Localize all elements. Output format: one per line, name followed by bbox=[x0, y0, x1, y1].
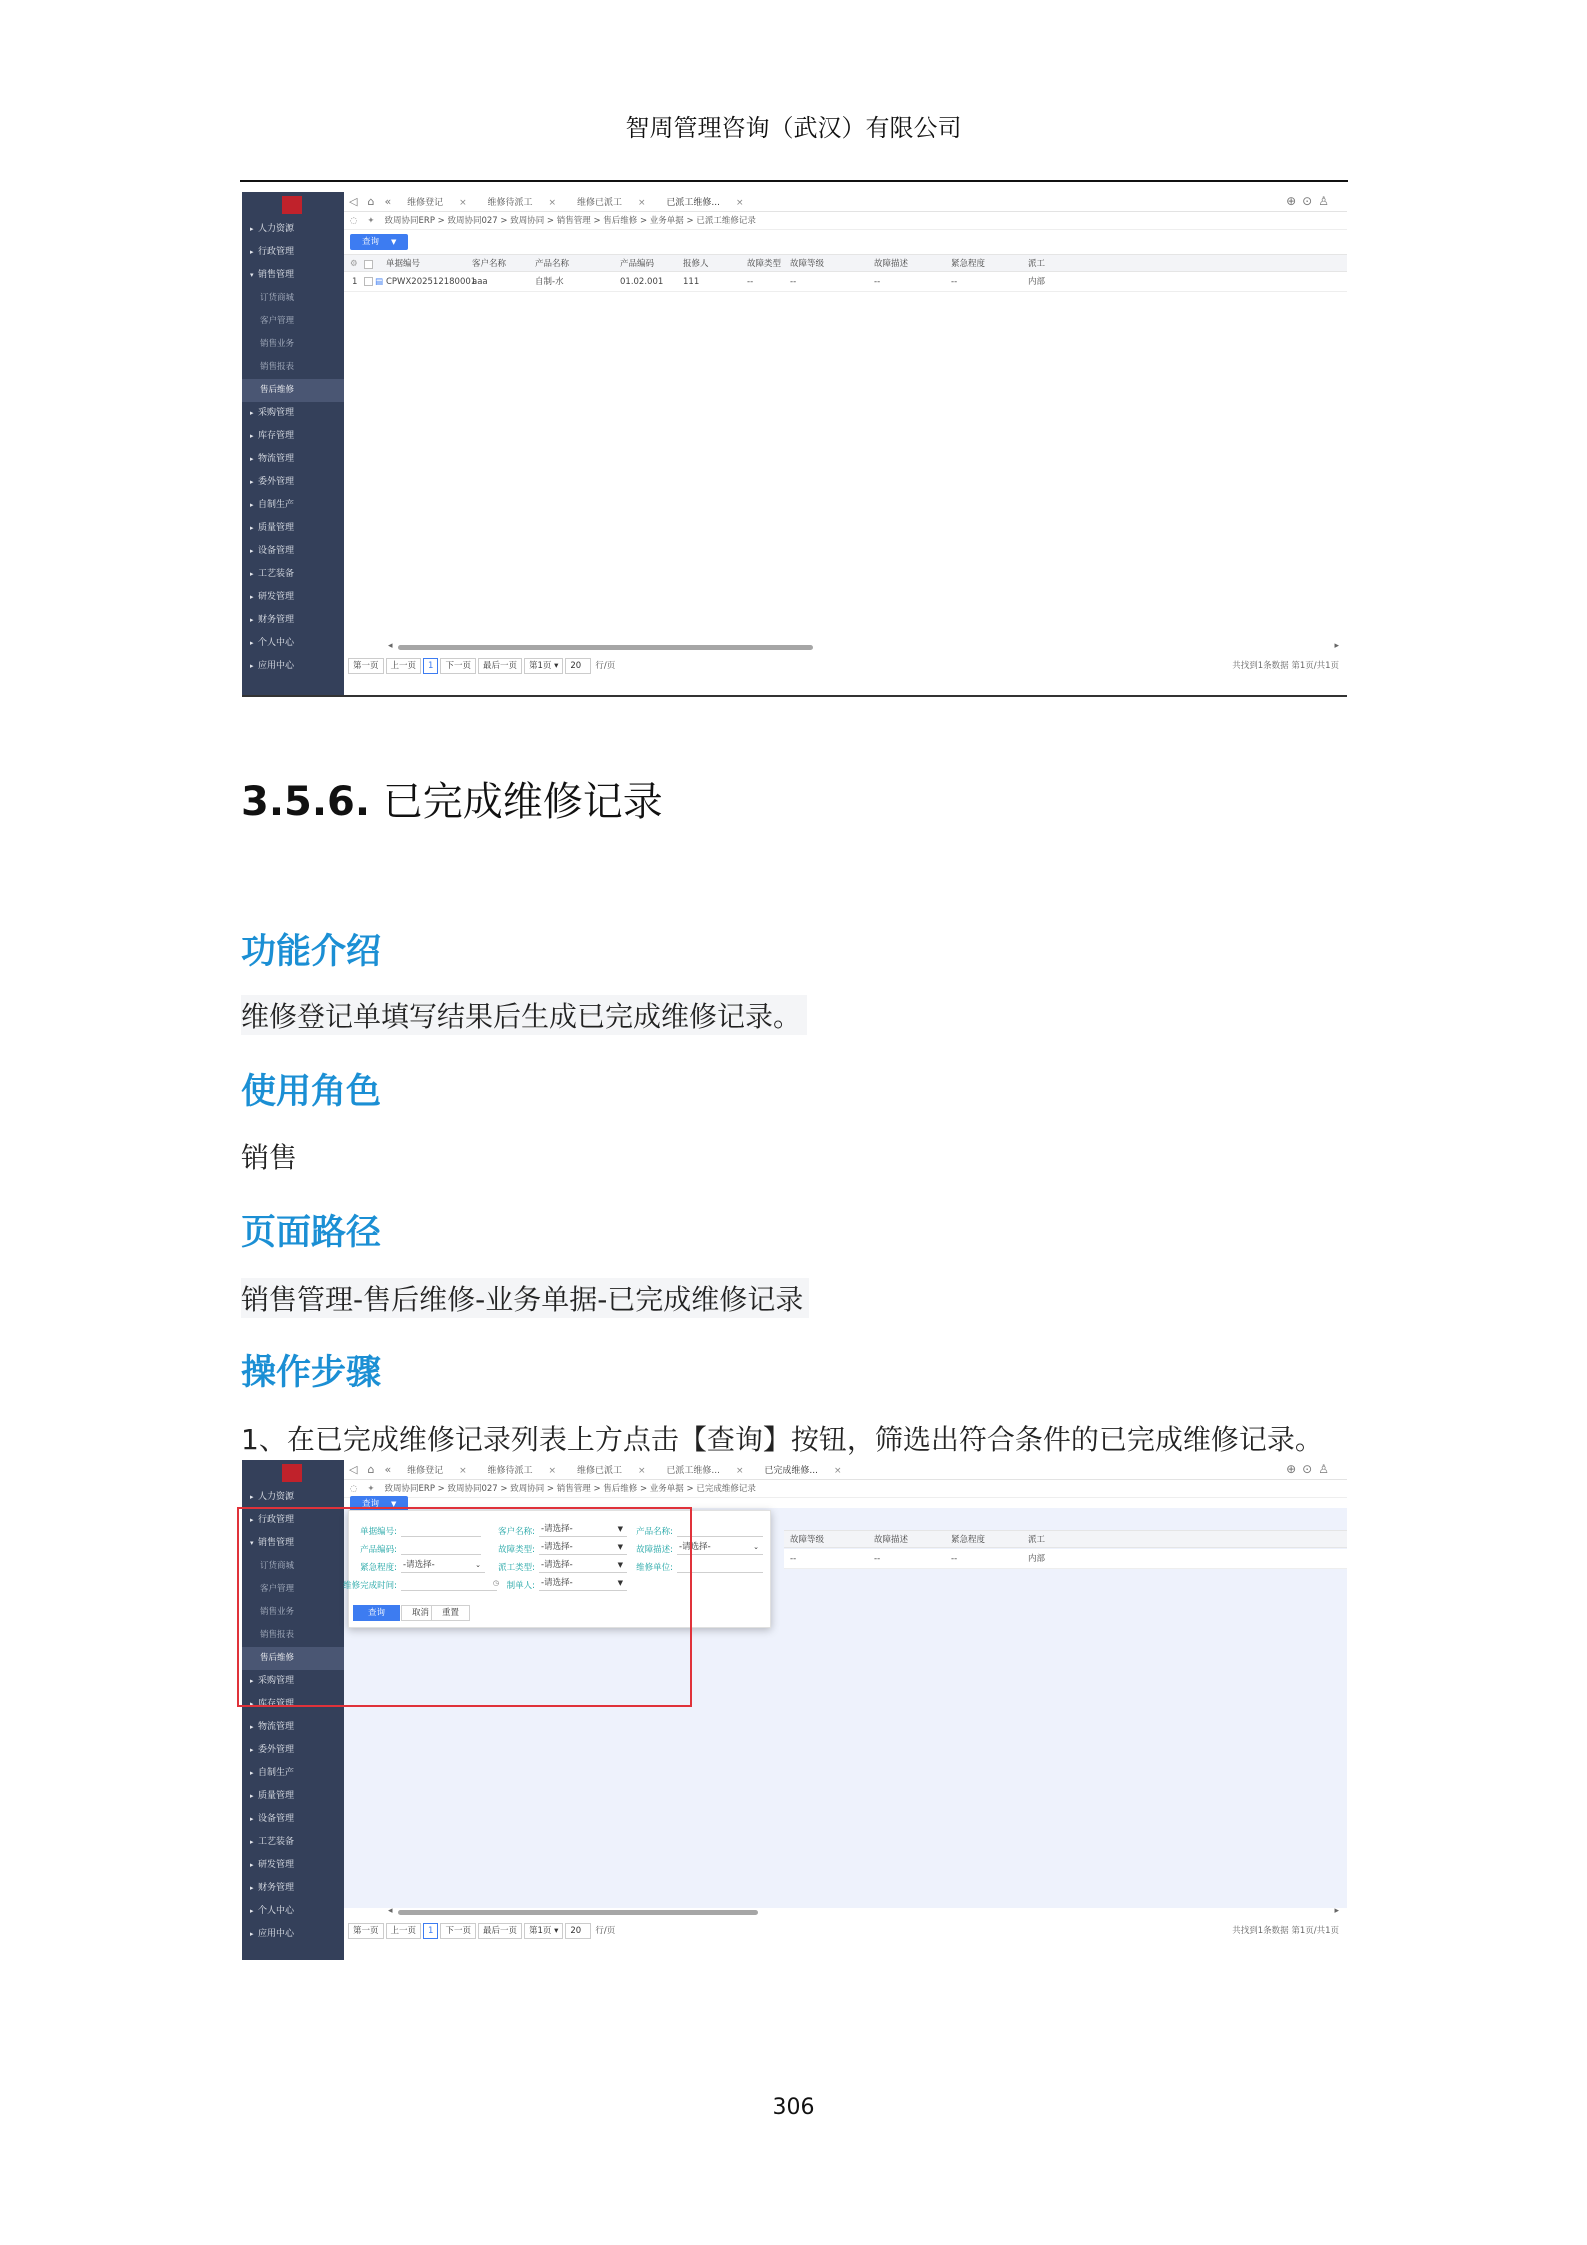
scroll-thumb[interactable] bbox=[398, 1910, 758, 1915]
column-header[interactable]: 单据编号 bbox=[386, 259, 421, 269]
caret-right-icon: ▸ bbox=[250, 616, 254, 624]
sidebar-item-logistics[interactable] bbox=[242, 448, 344, 471]
refresh-icon[interactable]: ◌ bbox=[350, 1484, 358, 1494]
repair-unit-label: 维修单位: bbox=[636, 1563, 673, 1573]
pagination-info: 共找到1条数据 第1页/共1页 bbox=[1232, 661, 1339, 671]
sidebar-item-label: 库存管理 bbox=[258, 1699, 295, 1709]
page-select[interactable]: 第1页 ▾ bbox=[524, 658, 563, 674]
column-header[interactable]: 故障描述 bbox=[874, 1535, 909, 1545]
tab-repair-register[interactable] bbox=[399, 193, 477, 213]
tab-repair-register[interactable] bbox=[399, 1461, 477, 1481]
sidebar-sub-mall[interactable]: 订货商城 bbox=[260, 293, 295, 303]
sidebar-sub-customers[interactable]: 客户管理 bbox=[260, 316, 295, 326]
sidebar-item-tooling[interactable] bbox=[242, 563, 344, 586]
column-header[interactable]: 紧急程度 bbox=[951, 1535, 986, 1545]
table-cell: -- bbox=[790, 1554, 797, 1564]
sidebar-item-production[interactable] bbox=[242, 1762, 344, 1785]
table-cell: -- bbox=[874, 277, 881, 287]
fault-type-label: 故障类型: bbox=[498, 1545, 535, 1555]
table-cell: 111 bbox=[683, 277, 700, 287]
sidebar-item-tooling[interactable] bbox=[242, 1831, 344, 1854]
caret-right-icon: ▸ bbox=[250, 1792, 254, 1800]
sidebar-item-label: 行政管理 bbox=[258, 1515, 295, 1525]
user-icon[interactable]: ♙ bbox=[1318, 194, 1335, 208]
horizontal-scrollbar[interactable] bbox=[348, 1907, 1339, 1917]
table-cell: -- bbox=[790, 277, 797, 287]
table-cell: 内部 bbox=[1028, 277, 1046, 287]
column-header[interactable]: 紧急程度 bbox=[951, 259, 986, 269]
row-index: 1 bbox=[352, 277, 358, 287]
sidebar-item-label: 物流管理 bbox=[258, 454, 295, 464]
scroll-thumb[interactable] bbox=[398, 645, 813, 650]
query-button-label: 查询 bbox=[362, 1499, 380, 1509]
sidebar-item-label: 质量管理 bbox=[258, 523, 295, 533]
filter-reset-button[interactable]: 重置 bbox=[431, 1605, 470, 1621]
table-cell: 内部 bbox=[1028, 1554, 1046, 1564]
header-rule bbox=[240, 180, 1348, 182]
chevron-down-icon: ▼ bbox=[617, 1579, 623, 1587]
sidebar-item-label: 销售管理 bbox=[258, 1538, 295, 1548]
tab-dispatched-records[interactable] bbox=[658, 193, 753, 213]
page-size-input[interactable]: 20 bbox=[565, 1923, 591, 1939]
section-title bbox=[241, 770, 663, 827]
caret-right-icon: ▸ bbox=[250, 1769, 254, 1777]
sidebar-nav bbox=[242, 218, 344, 678]
last-page-button[interactable]: 最后一页 bbox=[478, 1923, 522, 1939]
zoom-icon[interactable]: ⊙ bbox=[1302, 194, 1319, 208]
prev-page-button[interactable]: 上一页 bbox=[386, 1923, 422, 1939]
fault-type-select-value: -请选择- bbox=[541, 1542, 573, 1552]
sidebar-item-sales[interactable] bbox=[242, 264, 344, 287]
breadcrumb: 致周协同ERP > 致周协同027 > 致周协同 > 销售管理 > 售后维修 > 业务单据 > 已完成维修记录 bbox=[384, 1484, 756, 1494]
role-text: 销售 bbox=[241, 1141, 298, 1174]
sidebar-item-personal[interactable] bbox=[242, 1900, 344, 1923]
current-page-button[interactable]: 1 bbox=[423, 658, 438, 674]
app-logo bbox=[282, 196, 302, 214]
pin-icon[interactable]: ✦ bbox=[367, 216, 375, 226]
sidebar-item-finance[interactable] bbox=[242, 1877, 344, 1900]
fault-desc-label: 故障描述: bbox=[636, 1545, 673, 1555]
caret-right-icon: ▸ bbox=[250, 1861, 254, 1869]
sidebar-item-label: 自制生产 bbox=[258, 500, 295, 510]
page-select-value: 第1页 bbox=[528, 1926, 552, 1936]
sidebar-item-label: 质量管理 bbox=[258, 1791, 295, 1801]
table-header bbox=[784, 1530, 1347, 1548]
caret-right-icon: ▸ bbox=[250, 1838, 254, 1846]
divider bbox=[242, 695, 1347, 697]
sidebar-item-finance[interactable] bbox=[242, 609, 344, 632]
sidebar-item-label: 个人中心 bbox=[258, 1906, 295, 1916]
sidebar-item-label: 工艺装备 bbox=[258, 1837, 295, 1847]
close-icon[interactable]: × bbox=[548, 198, 557, 208]
sidebar-item-purchase[interactable] bbox=[242, 402, 344, 425]
table-cell: -- bbox=[951, 277, 958, 287]
urgency-label: 紧急程度: bbox=[360, 1563, 397, 1573]
close-icon[interactable]: × bbox=[735, 198, 744, 208]
filter-cancel-button[interactable]: 取消 bbox=[401, 1605, 440, 1621]
heading-role: 使用角色 bbox=[241, 1072, 382, 1112]
customer-label: 客户名称: bbox=[498, 1527, 535, 1537]
column-header[interactable]: 故障等级 bbox=[790, 1535, 825, 1545]
back-icon[interactable]: ◁ bbox=[349, 195, 358, 208]
caret-right-icon: ▸ bbox=[250, 639, 254, 647]
page-size-unit: 行/页 bbox=[595, 661, 616, 671]
home-icon[interactable]: ⌂ bbox=[367, 195, 375, 208]
sidebar-item-equipment[interactable] bbox=[242, 540, 344, 563]
heading-intro: 功能介绍 bbox=[241, 932, 382, 972]
clock-icon[interactable]: ◷ bbox=[492, 1579, 499, 1587]
page-size-unit: 行/页 bbox=[595, 1926, 616, 1936]
first-page-button[interactable]: 第一页 bbox=[348, 658, 384, 674]
page-header: 智周管理咨询（武汉）有限公司 bbox=[625, 114, 962, 142]
page-size-input[interactable]: 20 bbox=[565, 658, 591, 674]
sidebar-item-outsourcing[interactable] bbox=[242, 1739, 344, 1762]
next-page-button[interactable]: 下一页 bbox=[440, 658, 476, 674]
sidebar-item-label: 应用中心 bbox=[258, 1929, 295, 1939]
app-logo bbox=[282, 1464, 302, 1482]
row-checkbox[interactable] bbox=[364, 277, 373, 286]
last-page-button[interactable]: 最后一页 bbox=[478, 658, 522, 674]
sidebar-item-label: 应用中心 bbox=[258, 661, 295, 671]
column-header[interactable]: 故障等级 bbox=[790, 259, 825, 269]
back-icon[interactable]: ◁ bbox=[349, 1463, 358, 1476]
scroll-left-icon[interactable]: ◂ bbox=[388, 641, 393, 651]
tab-label: 维修登记 bbox=[407, 198, 444, 208]
customer-select-value: -请选择- bbox=[541, 1524, 573, 1534]
sidebar-item-label: 委外管理 bbox=[258, 477, 295, 487]
tab-label: 维修待派工 bbox=[487, 198, 533, 208]
breadcrumb-bar bbox=[344, 212, 1347, 230]
highlight-box bbox=[237, 1507, 692, 1707]
tab-dispatched[interactable] bbox=[569, 193, 656, 213]
doc-no-label: 单据编号: bbox=[360, 1527, 397, 1537]
product-name-label: 产品名称: bbox=[636, 1527, 673, 1537]
table-cell: CPWX202512180001 bbox=[386, 277, 477, 287]
caret-right-icon: ▸ bbox=[250, 455, 254, 463]
sidebar-item-label: 委外管理 bbox=[258, 1745, 295, 1755]
sidebar-sub-sales-business[interactable]: 销售业务 bbox=[260, 1607, 295, 1617]
table-row[interactable] bbox=[784, 1549, 1347, 1569]
query-button-label: 查询 bbox=[362, 237, 380, 247]
double-left-icon[interactable]: « bbox=[384, 1463, 392, 1476]
next-page-button[interactable]: 下一页 bbox=[440, 1923, 476, 1939]
caret-right-icon: ▸ bbox=[250, 570, 254, 578]
sidebar-item-label: 行政管理 bbox=[258, 247, 295, 257]
dispatch-type-label: 派工类型: bbox=[498, 1563, 535, 1573]
tab-label: 已派工维修... bbox=[666, 198, 720, 208]
toolbar bbox=[344, 230, 1347, 254]
sidebar bbox=[242, 192, 344, 697]
caret-down-icon: ▼ bbox=[391, 238, 397, 246]
caret-down-icon: ▼ bbox=[391, 1500, 397, 1508]
sidebar-item-label: 销售管理 bbox=[258, 270, 295, 280]
table-cell: 01.02.001 bbox=[620, 277, 664, 287]
chevron-down-icon: ▼ bbox=[617, 1561, 623, 1569]
page-select-value: 第1页 bbox=[528, 661, 552, 671]
tab-pending-dispatch[interactable] bbox=[480, 193, 567, 213]
select-all-checkbox[interactable] bbox=[364, 260, 373, 269]
close-icon[interactable]: × bbox=[548, 1466, 557, 1476]
close-icon[interactable]: × bbox=[459, 198, 467, 208]
sidebar-item-label: 设备管理 bbox=[258, 1814, 295, 1824]
sidebar-item-label: 人力资源 bbox=[258, 1492, 295, 1502]
sidebar-item-label: 研发管理 bbox=[258, 592, 295, 602]
section-title-text: 已完成维修记录 bbox=[382, 779, 663, 825]
column-header[interactable]: 派工 bbox=[1028, 259, 1046, 269]
sidebar-sub-after-sales[interactable]: 售后维修 bbox=[242, 1647, 344, 1670]
column-header[interactable]: 报修人 bbox=[683, 259, 709, 269]
sidebar-item-rnd[interactable] bbox=[242, 1854, 344, 1877]
sidebar-item-label: 采购管理 bbox=[258, 1676, 295, 1686]
pagination bbox=[348, 658, 1339, 676]
refresh-icon[interactable]: ◌ bbox=[350, 216, 358, 226]
tab-completed-records[interactable] bbox=[756, 1461, 851, 1481]
tab-label: 维修登记 bbox=[407, 1466, 444, 1476]
caret-right-icon: ▸ bbox=[250, 225, 254, 233]
caret-right-icon: ▸ bbox=[250, 1700, 254, 1708]
column-header[interactable]: 派工 bbox=[1028, 1535, 1046, 1545]
chevron-down-icon: ▼ bbox=[617, 1525, 623, 1533]
scroll-right-icon[interactable]: ▸ bbox=[1334, 641, 1339, 651]
sidebar-item-outsourcing[interactable] bbox=[242, 471, 344, 494]
document-icon[interactable]: ▤ bbox=[375, 277, 384, 287]
caret-right-icon: ▸ bbox=[250, 547, 254, 555]
sidebar-item-label: 采购管理 bbox=[258, 408, 295, 418]
sidebar-item-label: 物流管理 bbox=[258, 1722, 295, 1732]
sidebar-item-hr[interactable] bbox=[242, 1486, 344, 1509]
table-cell: aaa bbox=[472, 277, 488, 287]
zoom-icon[interactable]: ⊙ bbox=[1302, 1462, 1319, 1476]
creator-label: 制单人: bbox=[506, 1581, 535, 1591]
tab-label: 维修已派工 bbox=[576, 198, 622, 208]
caret-right-icon: ▸ bbox=[250, 1930, 254, 1938]
sidebar-item-apps[interactable] bbox=[242, 1923, 344, 1946]
caret-right-icon: ▸ bbox=[250, 1907, 254, 1915]
pagination bbox=[348, 1923, 1339, 1941]
sidebar-item-label: 人力资源 bbox=[258, 224, 295, 234]
tab-label: 已完成维修... bbox=[764, 1466, 818, 1476]
table-header bbox=[344, 254, 1347, 272]
sidebar-item-label: 自制生产 bbox=[258, 1768, 295, 1778]
breadcrumb-bar bbox=[344, 1480, 1347, 1498]
tab-label: 维修已派工 bbox=[576, 1466, 622, 1476]
query-button[interactable] bbox=[350, 234, 408, 250]
caret-right-icon: ▸ bbox=[250, 248, 254, 256]
sidebar-item-apps[interactable] bbox=[242, 655, 344, 678]
table-cell: 自制-水 bbox=[535, 277, 564, 287]
finish-time-label: 维修完成时间: bbox=[343, 1581, 397, 1591]
sidebar-item-label: 个人中心 bbox=[258, 638, 295, 648]
sidebar-item-label: 工艺装备 bbox=[258, 569, 295, 579]
table-row[interactable] bbox=[344, 272, 1347, 292]
urgency-select-value: -请选择- bbox=[403, 1560, 435, 1570]
heading-path: 页面路径 bbox=[241, 1213, 382, 1253]
sidebar-item-admin[interactable] bbox=[242, 241, 344, 264]
close-icon[interactable]: × bbox=[459, 1466, 467, 1476]
close-icon[interactable]: × bbox=[637, 1466, 646, 1476]
column-header[interactable]: 故障类型 bbox=[747, 259, 782, 269]
tab-label: 已派工维修... bbox=[666, 1466, 720, 1476]
scroll-right-icon[interactable]: ▸ bbox=[1334, 1906, 1339, 1916]
caret-right-icon: ▸ bbox=[250, 1746, 254, 1754]
home-icon[interactable]: ⌂ bbox=[367, 1463, 375, 1476]
caret-right-icon: ▸ bbox=[250, 1516, 254, 1524]
chevron-down-icon: ⌄ bbox=[753, 1543, 759, 1551]
sidebar-item-hr[interactable] bbox=[242, 218, 344, 241]
double-left-icon[interactable]: « bbox=[384, 195, 392, 208]
first-page-button[interactable]: 第一页 bbox=[348, 1923, 384, 1939]
sidebar-item-label: 库存管理 bbox=[258, 431, 295, 441]
column-header[interactable]: 产品编码 bbox=[620, 259, 655, 269]
caret-right-icon: ▸ bbox=[250, 478, 254, 486]
creator-select-value: -请选择- bbox=[541, 1578, 573, 1588]
main-content bbox=[344, 192, 1347, 697]
close-icon[interactable]: × bbox=[833, 1466, 842, 1476]
tab-label: 维修待派工 bbox=[487, 1466, 533, 1476]
caret-right-icon: ▸ bbox=[250, 432, 254, 440]
tab-dispatched-records[interactable] bbox=[658, 1461, 753, 1481]
column-header[interactable]: 产品名称 bbox=[535, 259, 570, 269]
caret-right-icon: ▸ bbox=[250, 501, 254, 509]
path-text: 销售管理-售后维修-业务单据-已完成维修记录 bbox=[241, 1278, 809, 1318]
sidebar-item-rnd[interactable] bbox=[242, 586, 344, 609]
filter-query-button[interactable]: 查询 bbox=[353, 1605, 400, 1621]
close-icon[interactable]: × bbox=[735, 1466, 744, 1476]
top-icons bbox=[1286, 194, 1335, 208]
caret-right-icon: ▸ bbox=[250, 593, 254, 601]
fault-desc-select-value: -请选择- bbox=[679, 1542, 711, 1552]
sidebar-item-label: 研发管理 bbox=[258, 1860, 295, 1870]
caret-right-icon: ▸ bbox=[250, 1677, 254, 1685]
user-icon[interactable]: ♙ bbox=[1318, 1462, 1335, 1476]
sidebar-item-label: 财务管理 bbox=[258, 1883, 295, 1893]
sidebar-sub-sales-reports[interactable]: 销售报表 bbox=[260, 362, 295, 372]
table-cell: -- bbox=[951, 1554, 958, 1564]
caret-right-icon: ▸ bbox=[250, 1884, 254, 1892]
tab-dispatched[interactable] bbox=[569, 1461, 656, 1481]
product-code-label: 产品编码: bbox=[360, 1545, 397, 1555]
globe-icon[interactable]: ⊕ bbox=[1286, 194, 1303, 208]
pagination-info: 共找到1条数据 第1页/共1页 bbox=[1232, 1926, 1339, 1936]
chevron-down-icon: ⌄ bbox=[475, 1561, 481, 1569]
breadcrumb: 致周协同ERP > 致周协同027 > 致周协同 > 销售管理 > 售后维修 > 业务单据 > 已派工维修记录 bbox=[384, 216, 756, 226]
scroll-left-icon[interactable]: ◂ bbox=[388, 1906, 393, 1916]
sidebar-item-label: 财务管理 bbox=[258, 615, 295, 625]
dispatch-type-select-value: -请选择- bbox=[541, 1560, 573, 1570]
sidebar-item-personal[interactable] bbox=[242, 632, 344, 655]
close-icon[interactable]: × bbox=[637, 198, 646, 208]
pin-icon[interactable]: ✦ bbox=[367, 1484, 375, 1494]
caret-right-icon: ▸ bbox=[250, 1723, 254, 1731]
column-header[interactable]: 故障描述 bbox=[874, 259, 909, 269]
caret-right-icon: ▸ bbox=[250, 1493, 254, 1501]
caret-right-icon: ▸ bbox=[250, 1815, 254, 1823]
top-icons bbox=[1286, 1462, 1335, 1476]
settings-icon[interactable]: ⚙ bbox=[350, 259, 358, 269]
caret-right-icon: ▸ bbox=[250, 662, 254, 670]
caret-down-icon: ▾ bbox=[250, 1539, 254, 1547]
sidebar-item-logistics[interactable] bbox=[242, 1716, 344, 1739]
globe-icon[interactable]: ⊕ bbox=[1286, 1462, 1303, 1476]
sidebar-item-equipment[interactable] bbox=[242, 1808, 344, 1831]
step-1-text: 1、在已完成维修记录列表上方点击【查询】按钮，筛选出符合条件的已完成维修记录。 bbox=[241, 1423, 1323, 1456]
tab-pending-dispatch[interactable] bbox=[480, 1461, 567, 1481]
sidebar-item-inventory[interactable] bbox=[242, 425, 344, 448]
table-cell: -- bbox=[874, 1554, 881, 1564]
page-select[interactable]: 第1页 ▾ bbox=[524, 1923, 563, 1939]
caret-right-icon: ▸ bbox=[250, 409, 254, 417]
table-cell: -- bbox=[747, 277, 754, 287]
chevron-down-icon: ▼ bbox=[617, 1543, 623, 1551]
screenshot-dispatched-records bbox=[242, 192, 1347, 697]
tab-bar bbox=[344, 1460, 1347, 1480]
horizontal-scrollbar[interactable] bbox=[348, 642, 1339, 652]
caret-down-icon: ▾ bbox=[250, 271, 254, 279]
caret-right-icon: ▸ bbox=[250, 524, 254, 532]
sidebar-sub-customers[interactable]: 客户管理 bbox=[260, 1584, 295, 1594]
prev-page-button[interactable]: 上一页 bbox=[386, 658, 422, 674]
sidebar-item-label: 设备管理 bbox=[258, 546, 295, 556]
sidebar-item-production[interactable] bbox=[242, 494, 344, 517]
sidebar-item-quality[interactable] bbox=[242, 517, 344, 540]
sidebar-sub-sales-business[interactable]: 销售业务 bbox=[260, 339, 295, 349]
sidebar-sub-mall[interactable]: 订货商城 bbox=[260, 1561, 295, 1571]
tab-bar bbox=[344, 192, 1347, 212]
current-page-button[interactable]: 1 bbox=[423, 1923, 438, 1939]
sidebar-sub-sales-reports[interactable]: 销售报表 bbox=[260, 1630, 295, 1640]
sidebar-item-quality[interactable] bbox=[242, 1785, 344, 1808]
column-header[interactable]: 客户名称 bbox=[472, 259, 507, 269]
page-number: 306 bbox=[772, 2095, 815, 2120]
section-number: 3.5.6. bbox=[241, 779, 371, 825]
intro-text: 维修登记单填写结果后生成已完成维修记录。 bbox=[241, 995, 807, 1035]
heading-steps: 操作步骤 bbox=[241, 1353, 382, 1393]
sidebar-sub-after-sales[interactable]: 售后维修 bbox=[242, 379, 344, 402]
